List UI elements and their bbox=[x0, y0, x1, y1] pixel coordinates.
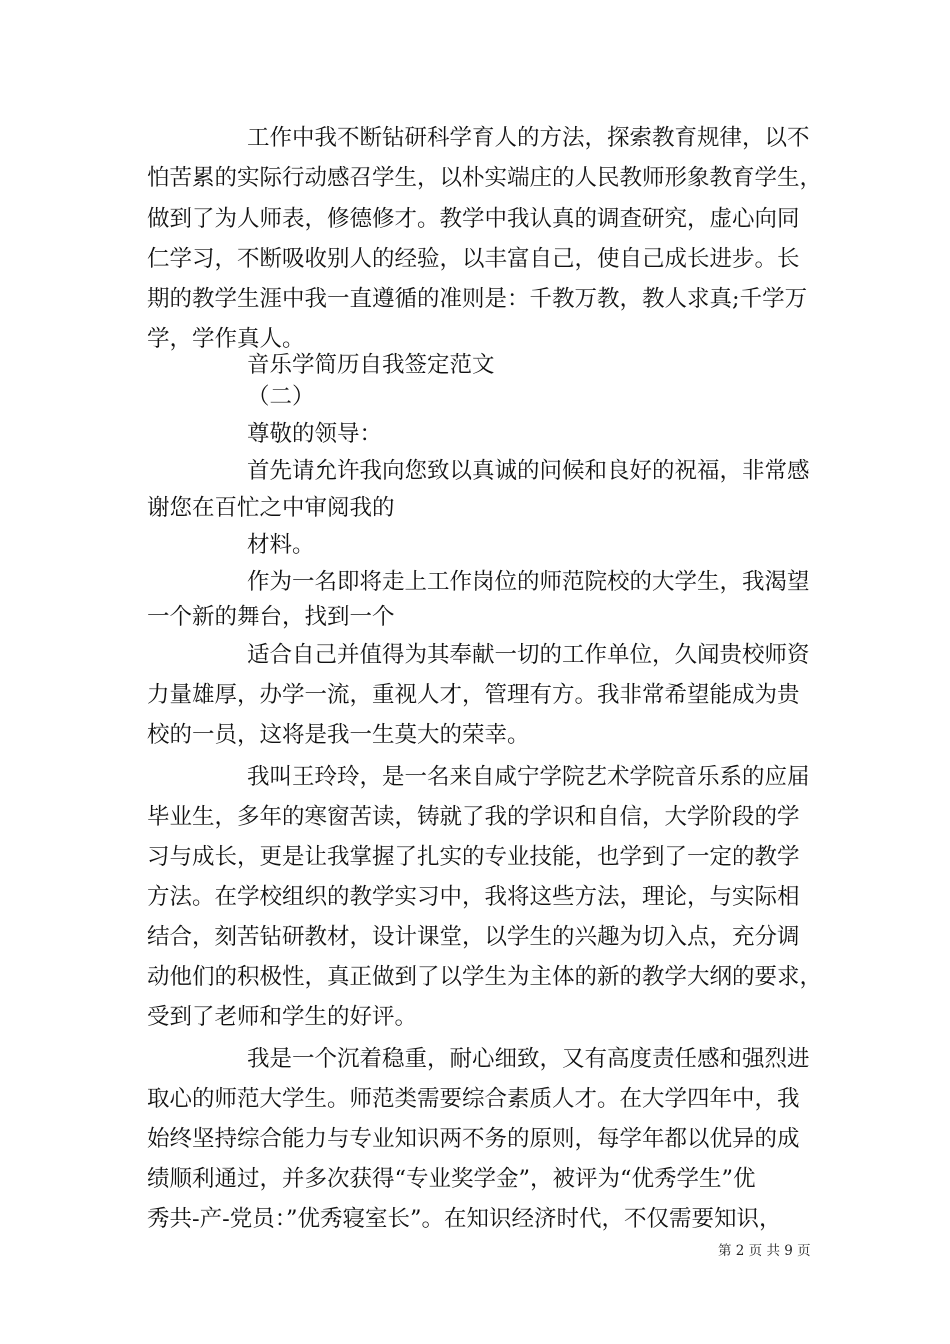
section-subtitle: （二） bbox=[247, 384, 315, 410]
paragraph-line: 我叫王玲玲，是一名来自咸宁学院艺术学院音乐系的应届 bbox=[247, 764, 810, 790]
paragraph-line: 结合，刻苦钻研教材，设计课堂，以学生的兴趣为切入点，充分调 bbox=[147, 924, 800, 950]
paragraph-line: 毕业生，多年的寒窗苦读，铸就了我的学识和自信，大学阶段的学 bbox=[147, 804, 800, 830]
paragraph-line: 始终坚持综合能力与专业知识两不务的原则，每学年都以优异的成 bbox=[147, 1126, 800, 1152]
paragraph-line: 做到了为人师表，修德修才。教学中我认真的调查研究，虚心向同 bbox=[147, 206, 800, 232]
paragraph-line: 怕苦累的实际行动感召学生，以朴实端庄的人民教师形象教育学生， bbox=[147, 165, 823, 191]
paragraph-line: 绩顺利通过，并多次获得“专业奖学金”，被评为“优秀学生”优 bbox=[147, 1166, 756, 1192]
paragraph-line: 首先请允许我向您致以真诚的问候和良好的祝福，非常感 bbox=[247, 458, 810, 484]
paragraph-line: 我是一个沉着稳重，耐心细致，又有高度责任感和强烈进 bbox=[247, 1046, 810, 1072]
paragraph-line: 校的一员，这将是我一生莫大的荣幸。 bbox=[147, 722, 530, 748]
paragraph-line: 方法。在学校组织的教学实习中，我将这些方法，理论，与实际相 bbox=[147, 884, 800, 910]
paragraph-line: 谢您在百忙之中审阅我的 bbox=[147, 495, 395, 521]
paragraph-line: 受到了老师和学生的好评。 bbox=[147, 1004, 418, 1030]
page-number: 第 2 页 共 9 页 bbox=[718, 1243, 811, 1259]
paragraph-line: 工作中我不断钻研科学育人的方法，探索教育规律，以不 bbox=[247, 125, 810, 151]
paragraph-line: 作为一名即将走上工作岗位的师范院校的大学生，我渴望 bbox=[247, 569, 810, 595]
paragraph-line: 仁学习，不断吸收别人的经验，以丰富自己，使自己成长进步。长 bbox=[147, 246, 800, 272]
paragraph-line: 材料。 bbox=[247, 532, 315, 558]
salutation: 尊敬的领导： bbox=[247, 421, 383, 447]
section-title: 音乐学简历自我签定范文 bbox=[247, 352, 495, 378]
paragraph-line: 动他们的积极性，真正做到了以学生为主体的新的教学大纲的要求， bbox=[147, 964, 823, 990]
paragraph-line: 学，学作真人。 bbox=[147, 326, 305, 352]
paragraph-line: 一个新的舞台，找到一个 bbox=[147, 604, 395, 630]
paragraph-line: 取心的师范大学生。师范类需要综合素质人才。在大学四年中，我 bbox=[147, 1086, 800, 1112]
paragraph-line: 适合自己并值得为其奉献一切的工作单位，久闻贵校师资 bbox=[247, 642, 810, 668]
paragraph-line: 期的教学生涯中我一直遵循的准则是：千教万教，教人求真;千学万 bbox=[147, 286, 808, 312]
paragraph-line: 力量雄厚，办学一流，重视人才，管理有方。我非常希望能成为贵 bbox=[147, 682, 800, 708]
paragraph-line: 习与成长，更是让我掌握了扎实的专业技能，也学到了一定的教学 bbox=[147, 844, 800, 870]
paragraph-line: 秀共-产-党员：”优秀寝室长”。在知识经济时代，不仅需要知识， bbox=[147, 1206, 782, 1232]
